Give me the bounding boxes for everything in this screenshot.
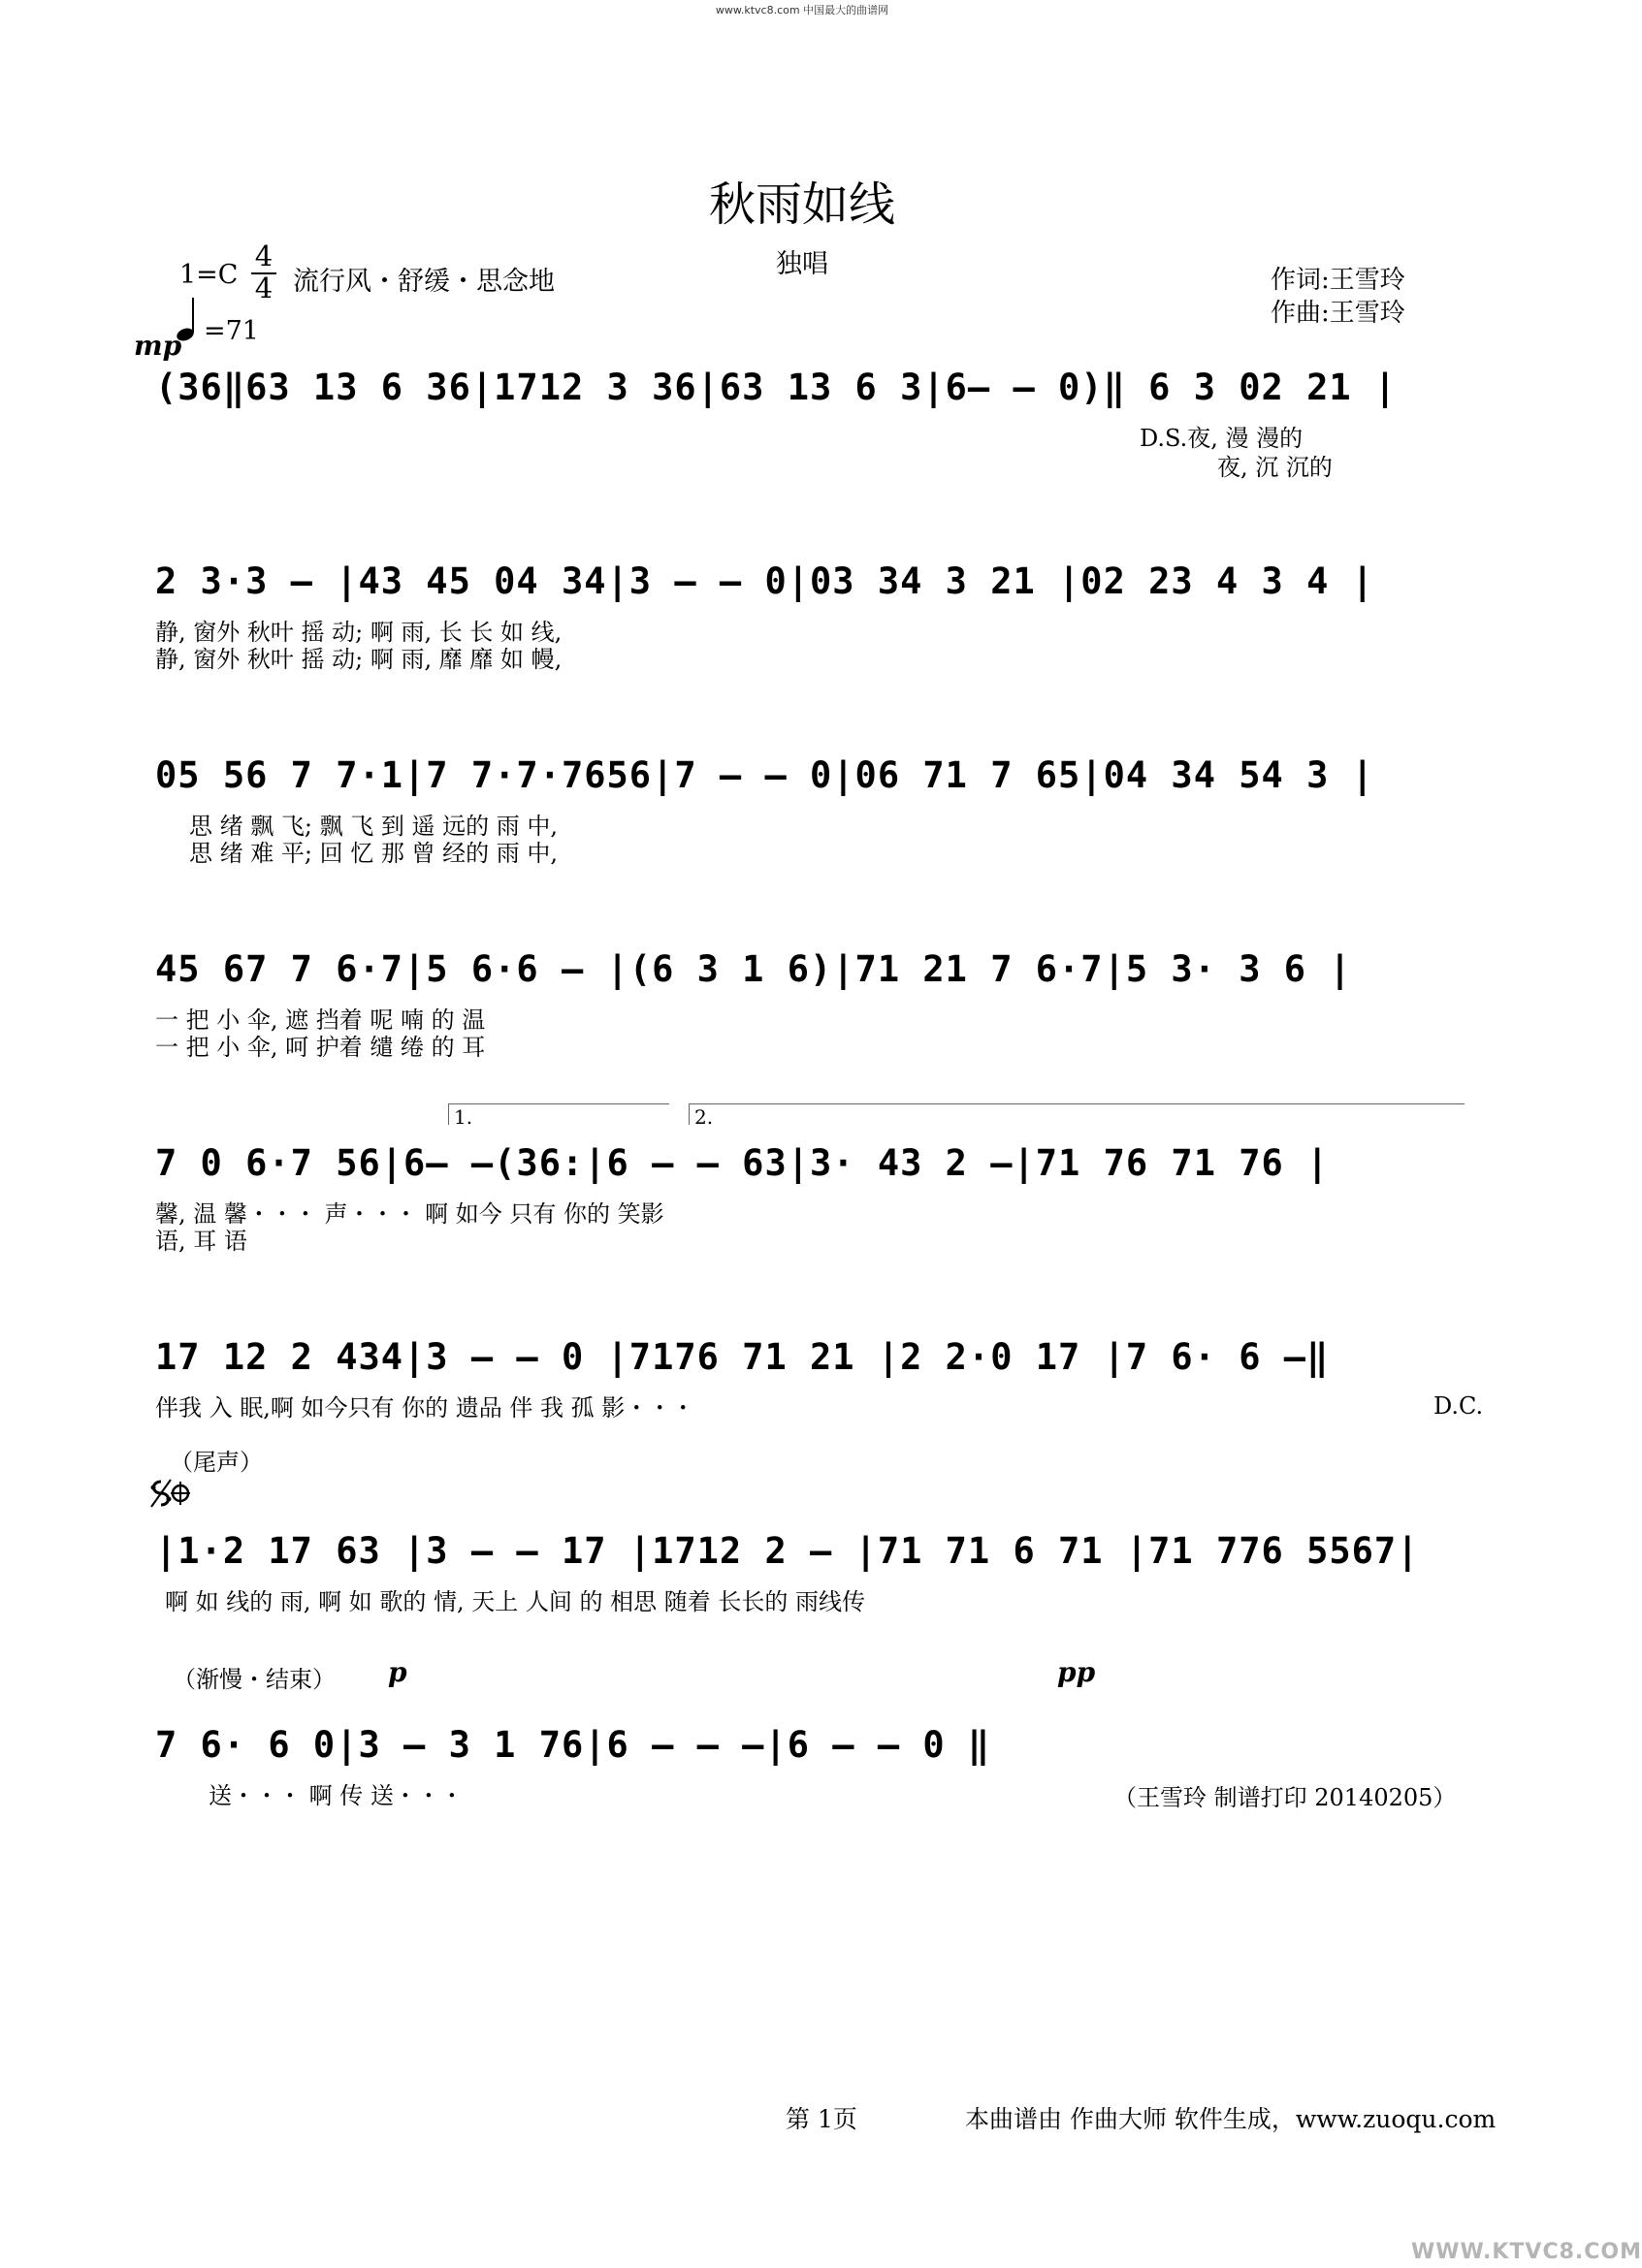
time-signature-top: 4 [254, 240, 274, 272]
volta-bracket-2-edge [689, 1103, 690, 1125]
lyrics-line-8a: 送・・・ 啊 传 送・・・ [209, 1782, 464, 1809]
segno-icon [145, 1474, 190, 1513]
transcription-note: （王雪玲 制谱打印 20140205） [1113, 1784, 1457, 1811]
volta-bracket-2 [689, 1103, 1465, 1104]
key-signature: 1=C [179, 260, 239, 290]
time-signature-line [251, 272, 276, 274]
notation-line-1: (36‖63 13 6 36|1712 3 36|63 13 6 3|6– – 0)‖ 6 3 02 21 | [155, 367, 1398, 408]
site-header: www.ktvc8.com 中国最大的曲谱网 [715, 4, 889, 16]
lyrics-line-5b: 语, 耳 语 [155, 1228, 247, 1255]
lyrics-line-3b: 思 绪 难 平; 回 忆 那 曾 经的 雨 中, [189, 840, 559, 867]
composer-credit: 作曲:王雪玲 [1271, 299, 1405, 328]
performance-type: 独唱 [776, 249, 828, 279]
lyricist-credit: 作词:王雪玲 [1271, 266, 1405, 295]
volta-bracket-1-edge [448, 1103, 449, 1125]
section-label-ending: （渐慢・结束） [173, 1666, 336, 1693]
style-marking: 流行风・舒缓・思念地 [293, 267, 555, 297]
lyrics-line-1b: 夜, 沉 沉的 [1217, 454, 1333, 481]
lyrics-line-6a: 伴我 入 眠,啊 如今只有 你的 遗品 伴 我 孤 影・・・ [155, 1394, 695, 1421]
page-number: 第 1页 [786, 2105, 857, 2133]
dynamic-pp: pp [1057, 1656, 1096, 1688]
notation-line-5: 7 0 6·7 56|6– –(36:|6 – – 63|3· 43 2 –|71 76 71 76 | [155, 1142, 1330, 1184]
notation-line-7: |1·2 17 63 |3 – – 17 |1712 2 – |71 71 6 71 |71 776 5567| [155, 1530, 1420, 1572]
software-credit: 本曲谱由 作曲大师 软件生成，www.zuoqu.com [965, 2105, 1497, 2133]
notation-line-4: 45 67 7 6·7|5 6·6 – |(6 3 1 6)|71 21 7 6·7|5 3· 3 6 | [155, 948, 1352, 990]
da-capo-marking: D.C. [1433, 1392, 1484, 1420]
volta-bracket-1 [448, 1103, 669, 1104]
watermark: WWW.KTVC8.COM [1411, 2240, 1642, 2264]
lyrics-line-1a: D.S.夜, 漫 漫的 [1140, 425, 1304, 452]
lyrics-line-7a: 啊 如 线的 雨, 啊 如 歌的 情, 天上 人间 的 相思 随着 长长的 雨线传 [165, 1588, 866, 1615]
notation-line-6: 17 12 2 434|3 – – 0 |7176 71 21 |2 2·0 17 |7 6· 6 –‖ [155, 1336, 1330, 1378]
lyrics-line-4a: 一 把 小 伞, 遮 挡着 呢 喃 的 温 [155, 1006, 486, 1034]
dynamic-p: p [388, 1656, 407, 1688]
tempo-marking: =71 [204, 316, 259, 346]
lyrics-line-3a: 思 绪 飘 飞; 飘 飞 到 遥 远的 雨 中, [189, 813, 559, 840]
notation-line-3: 05 56 7 7·1|7 7·7·7656|7 – – 0|06 71 7 65|04 34 54 3 | [155, 754, 1374, 796]
dynamic-mp: mp [134, 330, 182, 362]
lyrics-line-2a: 静, 窗外 秋叶 摇 动; 啊 雨, 长 长 如 线, [155, 619, 563, 646]
volta-label-1: 1. [454, 1105, 473, 1129]
song-title: 秋雨如线 [708, 177, 895, 232]
lyrics-line-4b: 一 把 小 伞, 呵 护着 缱 绻 的 耳 [155, 1034, 486, 1061]
lyrics-line-5a: 馨, 温 馨・・・ 声・・・ 啊 如今 只有 你的 笑影 [155, 1200, 664, 1228]
lyrics-line-2b: 静, 窗外 秋叶 摇 动; 啊 雨, 靡 靡 如 幔, [155, 646, 563, 673]
notation-line-8: 7 6· 6 0|3 – 3 1 76|6 – – –|6 – – 0 ‖ [155, 1724, 991, 1766]
volta-label-2: 2. [694, 1105, 714, 1129]
section-label-coda: （尾声） [170, 1449, 263, 1476]
notation-line-2: 2 3·3 – |43 45 04 34|3 – – 0|03 34 3 21 |02 23 4 3 4 | [155, 560, 1374, 602]
time-signature-bottom: 4 [254, 272, 274, 304]
